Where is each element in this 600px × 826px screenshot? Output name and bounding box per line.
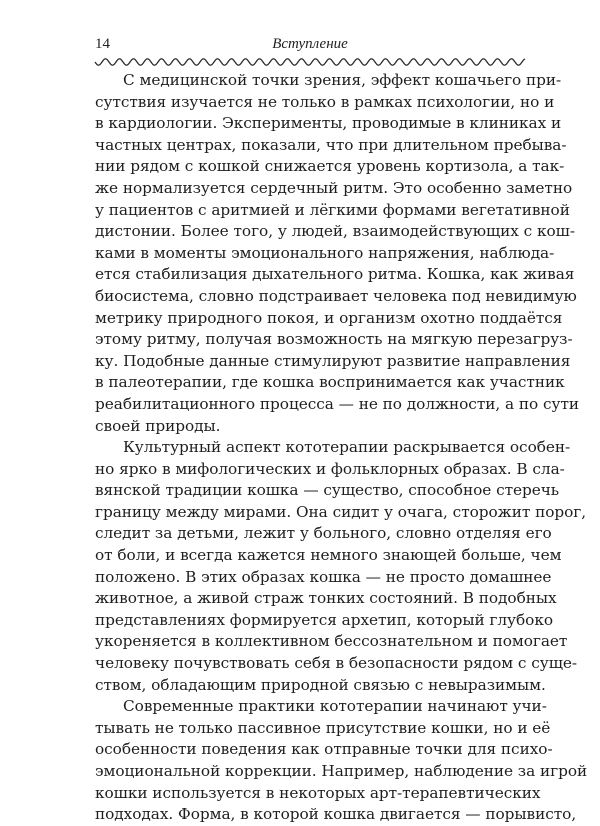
text-line: у пациентов с аритмией и лёгкими формами вегетативной [95,200,570,219]
text-line: в кардиологии. Эксперименты, проводимые в клиниках и [95,114,562,133]
text-line: дистонии. Более того, у людей, взаимодействующих с кош- [95,222,575,241]
text-line: человеку почувствовать себя в безопасности рядом с суще- [95,654,578,673]
text-line: от боли, и всегда кажется немного знающей больше, чем [95,546,562,565]
text-line: представлениях формируется архетип, который глубоко [95,610,553,629]
text-line: нии рядом с кошкой снижается уровень кортизола, а так- [95,157,565,176]
text-line: же нормализуется сердечный ритм. Это особенно заметно [95,178,573,197]
text-line: границу между мирами. Она сидит у очага, сторожит порог, [95,502,587,521]
text-line: С медицинской точки зрения, эффект кошачьего при- [123,71,562,89]
running-title: Вступление [272,36,348,52]
paragraph-1 [95,70,580,437]
text-line: но ярко в мифологических и фольклорных образах. В сла- [95,459,565,478]
wavy-divider [95,56,525,68]
text-line: положено. В этих образах кошка — не просто домашнее [95,567,552,586]
text-line: животное, а живой страж тонких состояний. В подобных [95,589,557,608]
text-line: подходах. Форма, в которой кошка двигается — порывисто, [95,805,577,824]
text-line: сутствия изучается не только в рамках психологии, но и [95,92,555,111]
text-line: ством, обладающим природной связью с невыразимым. [95,675,546,694]
page-number: 14 [95,36,110,52]
text-line: Современные практики кототерапии начинают учи- [123,697,547,716]
text-line: своей природы. [95,416,221,435]
text-line: тывать не только пассивное присутствие кошки, но и её [95,718,551,737]
page-header [95,30,525,54]
text-line: эмоциональной коррекции. Например, наблюдение за игрой [95,762,588,780]
text-line: ется стабилизация дыхательного ритма. Кошка, как живая [95,265,575,284]
text-line: этому ритму, получая возможность на мягкую перезагруз- [95,330,573,349]
text-line: ку. Подобные данные стимулируют развитие направления [95,351,571,370]
text-line: метрику природного покоя, и организм охотно поддаётся [95,308,563,327]
text-line: следит за детьми, лежит у больного, словно отделяя его [95,524,552,543]
wavy-line [95,59,525,65]
text-line: вянской традиции кошка — существо, способное стеречь [95,481,560,500]
text-line: биосистема, словно подстраивает человека под невидимую [95,286,577,305]
text-line: частных центрах, показали, что при длительном пребыва- [95,135,567,154]
text-line: Культурный аспект кототерапии раскрывается особен- [123,438,571,457]
text-line: кошки используется в некоторых арт-терапевтических [95,783,541,802]
paragraph-3 [95,696,588,826]
text-line: ками в моменты эмоционального напряжения, наблюда- [95,243,555,262]
body-text [95,70,588,826]
text-line: укореняется в коллективном бессознательном и помогает [95,632,568,651]
paragraph-2 [95,437,587,696]
text-line: особенности поведения как отправные точки для психо- [95,740,553,759]
text-line: в палеотерапии, где кошка воспринимается как участник [95,373,565,392]
text-line: реабилитационного процесса — не по должности, а по сути [95,394,580,413]
